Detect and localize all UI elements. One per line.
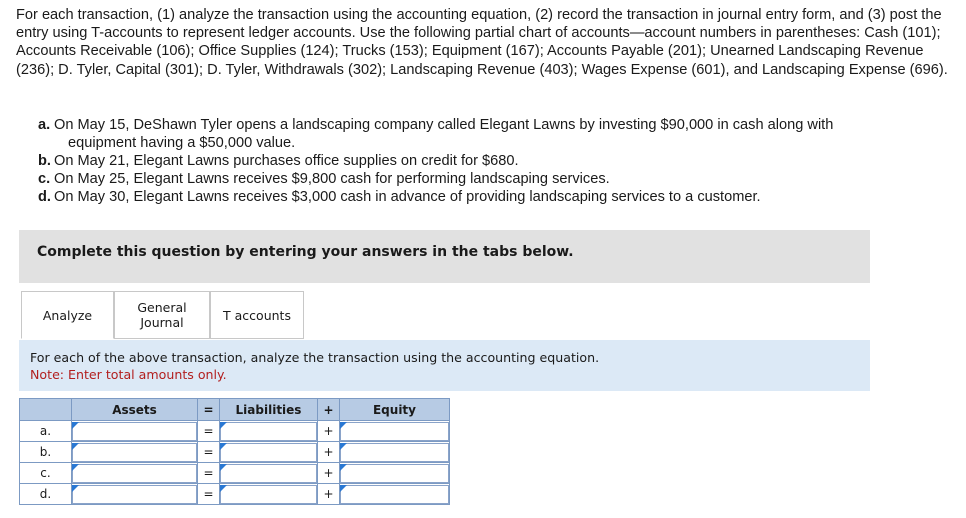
equals-sign: = [198,442,220,463]
transaction-text: On May 25, Elegant Lawns receives $9,800 cash for performing landscaping services. [54,170,610,187]
liabilities-input[interactable] [220,464,317,483]
tab-panel-instructions [19,340,870,391]
panel-note: Note: Enter total amounts only. [30,367,227,382]
assets-input[interactable] [72,464,197,483]
tab-label: Analyze [42,307,93,323]
assets-input[interactable] [72,422,197,441]
row-label: d. [20,484,72,505]
tab-general-journal[interactable] [114,291,210,339]
equity-input[interactable] [340,464,449,483]
accounting-equation-table [19,398,450,505]
row-label: a. [20,421,72,442]
transaction-b [38,153,938,171]
plus-sign: + [318,421,340,442]
table-row [20,463,450,484]
liabilities-input[interactable] [220,443,317,462]
instruction-banner [19,230,870,283]
transaction-text-continued: equipment having a $50,000 value. [68,134,296,151]
tab-t-accounts[interactable] [210,291,304,339]
row-label: b. [20,442,72,463]
header-plus: + [318,399,340,421]
equity-input[interactable] [340,422,449,441]
transaction-c [38,171,938,189]
transaction-text: On May 21, Elegant Lawns purchases office supplies on credit for $680. [54,152,519,169]
equity-input[interactable] [340,443,449,462]
tab-label: General Journal [137,300,187,330]
equals-sign: = [198,421,220,442]
row-label: c. [20,463,72,484]
equity-input[interactable] [340,485,449,504]
assets-input[interactable] [72,485,197,504]
transaction-list [38,117,938,207]
header-blank [20,399,72,421]
assets-input[interactable] [72,443,197,462]
transaction-label: c. [38,170,51,187]
transaction-label: d. [38,188,51,205]
header-equals: = [198,399,220,421]
transaction-a [38,117,938,153]
table-row [20,421,450,442]
plus-sign: + [318,463,340,484]
header-equity: Equity [340,399,450,421]
table-row [20,484,450,505]
instructions-text: For each transaction, (1) analyze the transaction using the accounting equation, (2) record the transaction in journal entry form, and (3) post the entry using T-accounts to represent ledger accounts. Use the following partial chart of accounts—account numbers in parentheses: Cash (101); Accounts Receivable (106); Office Supplies (124); Trucks (153); Equipment (167); Accounts Payable (201); Unearned Landscaping Revenue (236); D. Tyler, Capital (301); D. Tyler, Withdrawals (302); Landscaping Revenue (403); Wages Expense (601), and Landscaping Expense (696). [16,7,948,78]
tab-label: T accounts [223,307,291,323]
header-liabilities: Liabilities [220,399,318,421]
equals-sign: = [198,484,220,505]
liabilities-input[interactable] [220,485,317,504]
transaction-label: b. [38,152,51,169]
plus-sign: + [318,484,340,505]
liabilities-input[interactable] [220,422,317,441]
transaction-d [38,189,938,207]
equals-sign: = [198,463,220,484]
tab-analyze[interactable] [21,291,114,339]
plus-sign: + [318,442,340,463]
panel-instruction-text: For each of the above transaction, analyze the transaction using the accounting equation. [30,350,600,365]
transaction-label: a. [38,117,51,133]
header-assets: Assets [72,399,198,421]
transaction-text: On May 30, Elegant Lawns receives $3,000 cash in advance of providing landscaping services to a customer. [54,188,761,205]
table-row [20,442,450,463]
transaction-text: On May 15, DeShawn Tyler opens a landscaping company called Elegant Lawns by investing $90,000 in cash along with [54,117,834,133]
banner-text: Complete this question by entering your answers in the tabs below. [37,244,574,260]
table-header-row [20,399,450,421]
